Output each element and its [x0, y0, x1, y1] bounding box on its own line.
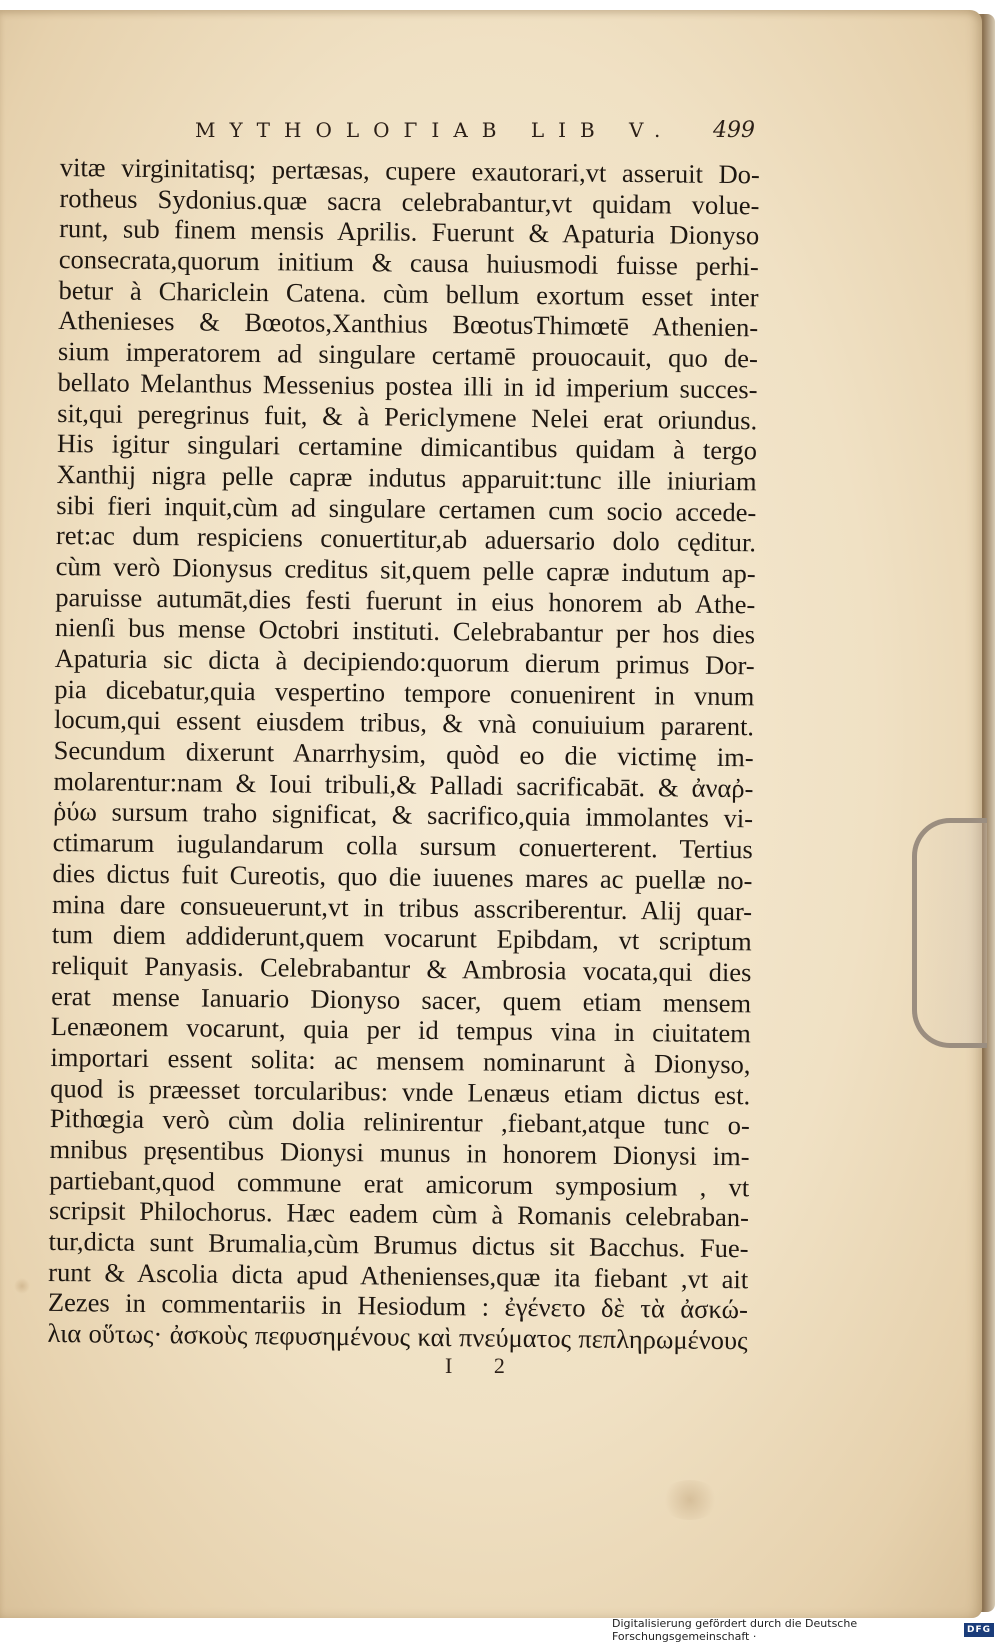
text-line: betur à Chariclein Catena. cùm bellum exortum esset inter	[58, 274, 759, 313]
text-line: His igitur singulari certamine dimicantibus quidam à tergo	[56, 428, 758, 466]
text-line: reliquit Panyasis. Celebrabantur & Ambrosia vocata,qui dies	[51, 949, 752, 988]
text-line: Zezes in commentariis in Hesiodum : ἐγένετο δὲ τὰ ἀσκώ-	[47, 1287, 749, 1325]
text-line: nienſi bus mense Octobri instituti. Celebrabantur per hos dies	[54, 612, 756, 650]
text-line: pia dicebatur,quia vespertino tempore conuenirent in vnum	[54, 673, 755, 711]
running-head: MYTHOLOΓIAB LIB V.	[195, 118, 675, 142]
page-clip	[912, 818, 987, 1048]
text-line: tur,dicta sunt Brumalia,cùm Brumus dictus sit Bacchus. Fue-	[48, 1226, 749, 1264]
text-line: dies dictus fuit Cureotis, quo die iuuenes mares ac puellæ no-	[52, 857, 753, 896]
text-line: mnibus pręsentibus Dionysi munus in honorem Dionysi im-	[49, 1133, 750, 1172]
text-line: scripsit Philochorus. Hæc eadem cùm à Romanis celebraban-	[48, 1195, 750, 1233]
text-line: λια οὕτως· ἀσκοὺς πεφυσημένους καὶ πνεύματος πεπληρωμένους	[47, 1318, 748, 1356]
text-line: Athenieses & Bœotos,Xanthius BœotusThimœtē Athenien-	[58, 305, 759, 343]
text-line: runt, sub finem mensis Aprilis. Fuerunt & Apaturia Dionyso	[59, 213, 760, 251]
page-number: 499	[713, 117, 755, 143]
paper-stain	[14, 1278, 30, 1294]
text-line: molarentur:nam & Ioui tribuli,& Palladi sacrificabāt. & ἀναῤ-	[53, 765, 754, 804]
text-line: bellato Melanthus Messenius postea illi in id imperium succes-	[57, 366, 758, 405]
footer-credit: Digitalisierung gefördert durch die Deutsche Forschungsgemeinschaft ·	[612, 1617, 858, 1643]
text-line: sibi fieri inquit,cùm ad singulare certamen cum socio accede-	[56, 489, 757, 527]
digitization-footer	[612, 1617, 1000, 1643]
text-line: quod is præesset torcularibus: vnde Lenæus etiam dictus est.	[50, 1072, 751, 1110]
text-line: tum diem addiderunt,quem vocarunt Epibdam, vt scriptum	[51, 919, 752, 957]
text-line: paruisse autumāt,dies festi fuerunt in eius honorem ab Athe-	[55, 581, 756, 619]
page-header	[195, 112, 755, 148]
text-line: vitæ virginitatisq; pertæsas, cupere exautorari,vt asseruit Do-	[59, 152, 760, 190]
text-line: locum,qui essent eiusdem tribus, & vnà conuiuium pararent.	[53, 704, 755, 742]
text-line: runt & Ascolia dicta apud Athenienses,quæ ita fiebant ,vt ait	[48, 1256, 749, 1295]
text-line: ῥύω sursum traho significat, & sacrifico,quia immolantes vi-	[52, 796, 754, 834]
text-line: rotheus Sydonius.quæ sacra celebrabantur,vt quidam volue-	[59, 182, 760, 221]
text-line: erat mense Ianuario Dionyso sacer, quem etiam mensem	[51, 980, 752, 1018]
text-line: partiebant,quod commune erat amicorum symposium , vt	[49, 1164, 750, 1202]
dfg-logo-icon: DFG	[964, 1623, 994, 1637]
text-line: Secundum dixerunt Anarrhysim, quòd eo die victimę im-	[53, 735, 754, 773]
text-line: Lenæonem vocarunt, quia per id tempus vina in ciuitatem	[50, 1011, 751, 1049]
text-line: cùm verò Dionysus creditus sit,quem pelle capræ indutum ap-	[55, 550, 756, 589]
text-line: importari essent solita: ac mensem nominarunt à Dionyso,	[50, 1041, 751, 1080]
text-line: Xanthij nigra pelle capræ indutus apparuit:tunc ille iniuriam	[56, 458, 757, 497]
text-line: ret:ac dum respiciens conuertitur,ab aduersario dolo cęditur.	[55, 520, 757, 558]
signature-mark: I 2	[445, 1353, 523, 1378]
text-line: sium imperatorem ad singulare certamē prouocauit, quo de-	[57, 336, 759, 374]
text-line: sit,qui peregrinus fuit, & à Periclymene Nelei erat oriundus.	[57, 397, 758, 435]
text-line: ctimarum iugulandarum colla sursum conuerterent. Tertius	[52, 827, 753, 865]
text-line: mina dare consueuerunt,vt in tribus asscriberentur. Alij quar-	[51, 888, 753, 926]
text-line: Apaturia sic dicta à decipiendo:quorum dierum primus Dor-	[54, 642, 755, 681]
paper-stain	[660, 1480, 720, 1520]
main-text-block	[47, 152, 759, 1356]
text-line: consecrata,quorum initium & causa huiusmodi fuisse perhi-	[58, 244, 759, 282]
text-line: Pithœgia verò cùm dolia relinirentur ,fiebant,atque tunc o-	[49, 1103, 750, 1141]
